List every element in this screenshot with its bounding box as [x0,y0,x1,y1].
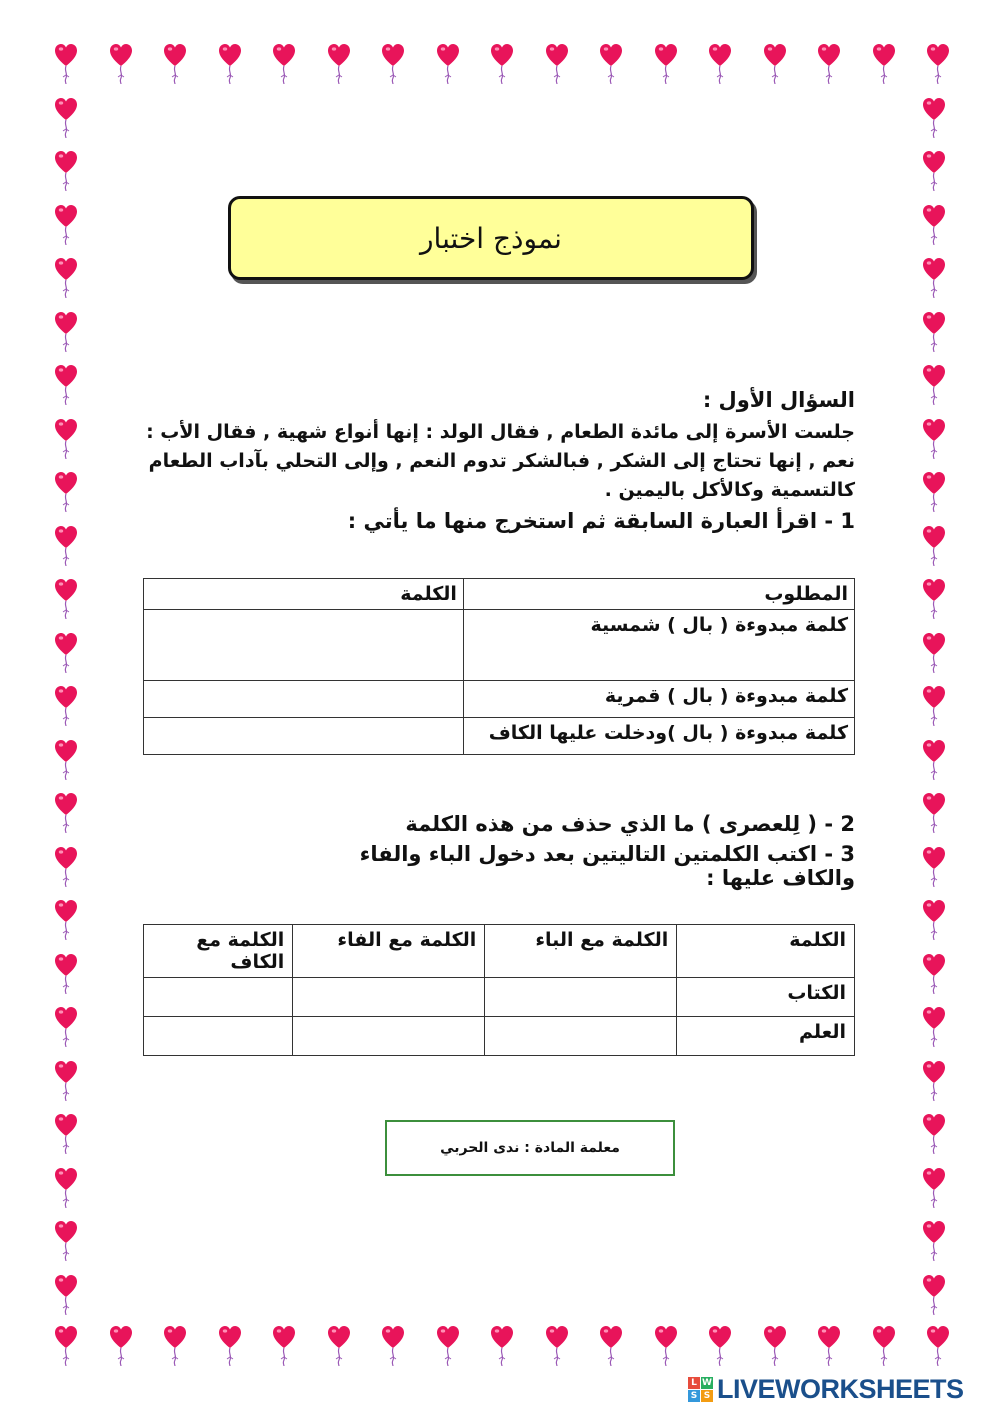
heart-balloon-icon [491,44,513,84]
table-row [144,681,855,718]
header-with-ba: الكلمة مع الباء [485,925,677,978]
heart-balloon-icon [55,98,77,138]
logo-letter: W [702,1378,712,1388]
heart-balloon-icon [55,151,77,191]
heart-balloon-icon [219,1326,241,1366]
answer-cell[interactable] [144,978,293,1017]
heart-balloon-icon [55,472,77,512]
logo-letter: L [688,1377,700,1389]
heart-balloon-icon [923,1007,945,1047]
heart-balloon-icon [923,740,945,780]
heart-balloon-icon [923,258,945,298]
heart-balloon-icon [382,44,404,84]
heart-balloon-icon [55,44,77,84]
page-title: نموذج اختبار [228,196,754,280]
heart-balloon-icon [55,258,77,298]
heart-balloon-icon [546,44,568,84]
heart-balloon-icon [55,847,77,887]
header-with-kaf: الكلمة مع الكاف [144,925,293,978]
heart-balloon-icon [55,419,77,459]
heart-balloon-icon [923,579,945,619]
table-row [144,978,855,1017]
heart-balloon-icon [437,44,459,84]
heart-balloon-icon [764,1326,786,1366]
heart-balloon-icon [923,793,945,833]
heart-balloon-icon [55,312,77,352]
heart-balloon-icon [923,1221,945,1261]
answer-cell[interactable] [485,978,677,1017]
heart-balloon-icon [55,526,77,566]
liveworksheets-logo [688,1374,964,1405]
heart-balloon-icon [923,312,945,352]
heart-balloon-icon [382,1326,404,1366]
heart-balloon-icon [55,900,77,940]
question-one-paragraph: جلست الأسرة إلى مائدة الطعام , فقال الولد : إنها أنواع شهية , فقال الأب : نعم , إنها تحتاج إلى الشكر , فبالشكر تدوم النعم , وإلى التحلي بآداب الطعام كالتسمية وكالأكل باليمين . [146,421,855,501]
table-header-row [144,925,855,978]
heart-balloon-icon [923,365,945,405]
heart-balloon-icon [110,44,132,84]
header-with-fa: الكلمة مع الفاء [293,925,485,978]
heart-balloon-icon [219,44,241,84]
question-one-item-1: 1 - اقرأ العبارة السابقة ثم استخرج منها ما يأتي : [347,509,855,533]
header-word: الكلمة [144,579,464,610]
table-row [144,718,855,755]
heart-balloon-icon [709,44,731,84]
heart-balloon-icon [55,579,77,619]
heart-balloon-icon [546,1326,568,1366]
heart-balloon-icon [273,1326,295,1366]
heart-balloon-icon [818,44,840,84]
row-label: كلمة مبدوءة ( بال )ودخلت عليها الكاف [463,718,854,755]
heart-balloon-icon [55,1275,77,1315]
heart-balloon-icon [927,1326,949,1366]
heart-balloon-icon [923,151,945,191]
heart-balloon-icon [55,1168,77,1208]
heart-balloon-icon [927,44,949,84]
heart-balloon-icon [55,686,77,726]
questions-two-three [300,812,855,896]
heart-balloon-icon [55,1326,77,1366]
heart-balloon-icon [273,44,295,84]
heart-balloon-icon [491,1326,513,1366]
heart-balloon-icon [164,44,186,84]
heart-balloon-icon [923,686,945,726]
heart-balloon-icon [655,1326,677,1366]
heart-balloon-icon [923,526,945,566]
question-one-heading: السؤال الأول : [702,388,855,412]
question-one [120,388,855,533]
heart-balloon-icon [923,472,945,512]
liveworksheets-wordmark: LIVEWORKSHEETS [717,1374,964,1404]
answer-cell[interactable] [293,1017,485,1056]
heart-balloon-icon [923,1168,945,1208]
table-row [144,610,855,681]
row-label: كلمة مبدوءة ( بال ) قمرية [463,681,854,718]
question-two: 2 - ( لِلعصرى ) ما الذي حذف من هذه الكلمة [405,812,855,836]
row-label: كلمة مبدوءة ( بال ) شمسية [463,610,854,681]
heart-balloon-icon [55,793,77,833]
answer-cell[interactable] [144,681,464,718]
heart-balloon-icon [923,900,945,940]
heart-balloon-icon [818,1326,840,1366]
answer-cell[interactable] [144,718,464,755]
logo-letter: S [688,1390,700,1402]
heart-balloon-icon [600,44,622,84]
heart-balloon-icon [764,44,786,84]
word-cell: الكتاب [677,978,855,1017]
heart-balloon-icon [55,1061,77,1101]
heart-balloon-icon [923,419,945,459]
header-word: الكلمة [677,925,855,978]
heart-balloon-icon [164,1326,186,1366]
heart-balloon-icon [600,1326,622,1366]
word-cell: العلم [677,1017,855,1056]
heart-balloon-icon [437,1326,459,1366]
answer-cell[interactable] [144,1017,293,1056]
heart-balloon-icon [923,954,945,994]
heart-balloon-icon [55,1114,77,1154]
answer-cell[interactable] [144,610,464,681]
answer-cell[interactable] [293,978,485,1017]
letters-table [143,924,855,1056]
table-header-row [144,579,855,610]
heart-balloon-icon [655,44,677,84]
heart-balloon-icon [55,365,77,405]
heart-balloon-icon [923,98,945,138]
heart-balloon-icon [55,1221,77,1261]
heart-balloon-icon [923,1275,945,1315]
heart-balloon-icon [923,1061,945,1101]
heart-balloon-icon [923,1114,945,1154]
heart-balloon-icon [709,1326,731,1366]
heart-balloon-icon [873,1326,895,1366]
heart-balloon-icon [328,44,350,84]
liveworksheets-icon [688,1377,713,1402]
logo-letter: S [701,1390,713,1402]
heart-balloon-icon [923,847,945,887]
extract-words-table [143,578,855,755]
answer-cell[interactable] [485,1017,677,1056]
teacher-name-box: معلمة المادة : ندى الحربي [385,1120,675,1176]
heart-balloon-icon [923,633,945,673]
heart-balloon-icon [110,1326,132,1366]
header-required: المطلوب [463,579,854,610]
table-row [144,1017,855,1056]
question-three: 3 - اكتب الكلمتين التاليتين بعد دخول الباء والفاء والكاف عليها : [359,842,855,890]
heart-balloon-icon [55,633,77,673]
heart-balloon-icon [55,205,77,245]
heart-balloon-icon [55,740,77,780]
heart-balloon-icon [923,205,945,245]
heart-balloon-icon [55,954,77,994]
heart-balloon-icon [55,1007,77,1047]
heart-balloon-icon [328,1326,350,1366]
heart-balloon-icon [873,44,895,84]
